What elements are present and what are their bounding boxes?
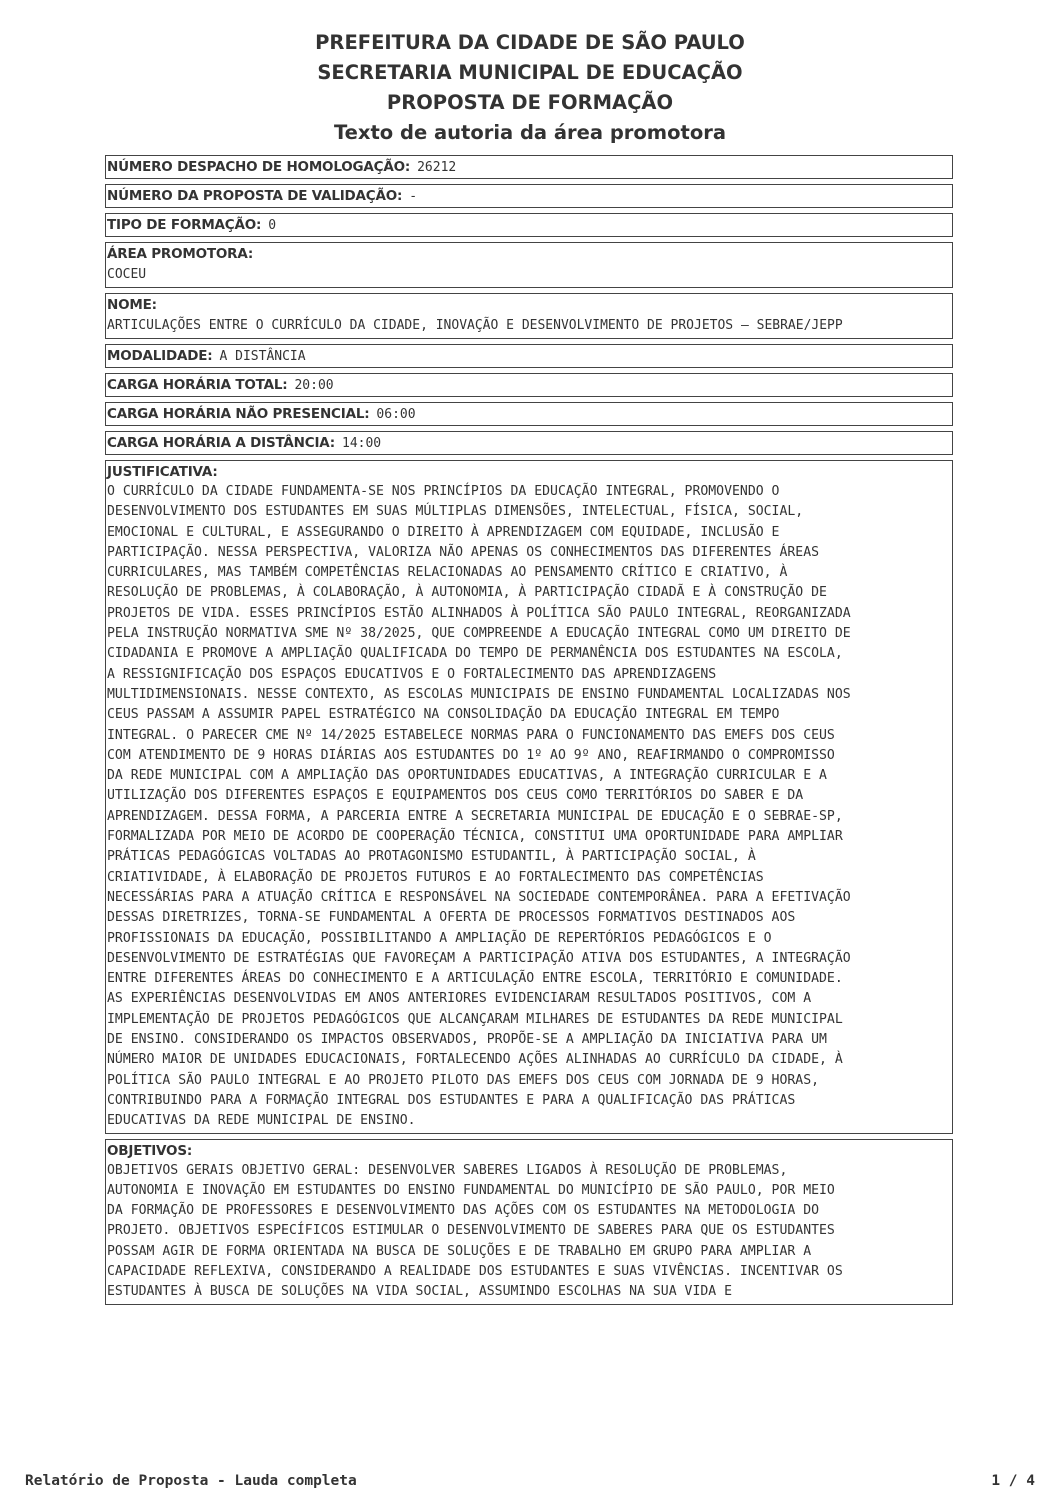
field-justificativa-text: O CURRÍCULO DA CIDADE FUNDAMENTA-SE NOS PRINCÍPIOS DA EDUCAÇÃO INTEGRAL, PROMOVENDO O DESENVOLVIMENTO DOS ESTUDANTES EM SUAS MÚLTIPLAS DIMENSÕES, INTELECTUAL, FÍSICA, SOCIAL, EMOCIONAL E CULTURAL, E ASSEGURANDO O DIREITO À APRENDIZAGEM COM EQUIDADE, INCLUSÃO E PARTICIPAÇÃO. NESSA PERSPECTIVA, VALORIZA NÃO APENAS OS CONHECIMENTOS DAS DIFERENTES ÁREAS CURRICULARES, MAS TAMBÉM COMPETÊNCIAS RELACIONADAS AO PENSAMENTO CRÍTICO E CRIATIVO, À RESOLUÇÃO DE PROBLEMAS, À COLABORAÇÃO, À AUTONOMIA, À PARTICIPAÇÃO CIDADÃ E À CONSTRUÇÃO DE PROJETOS DE VIDA. ESSES PRINCÍPIOS ESTÃO ALINHADOS À POLÍTICA SÃO PAULO INTEGRAL, REORGANIZADA PELA INSTRUÇÃO NORMATIVA SME Nº 38/2025, QUE COMPREENDE A EDUCAÇÃO INTEGRAL COMO UM DIREITO DE CIDADANIA E PROMOVE A AMPLIAÇÃO QUALIFICADA DO TEMPO DE PERMANÊNCIA DOS ESTUDANTES NA ESCOLA, A RESSIGNIFICAÇÃO DOS ESPAÇOS EDUCATIVOS E O FORTALECIMENTO DAS APRENDIZAGENS MULTIDIMENSIONAIS. NESSE CONTEXTO, AS ESCOLAS MUNICIPAIS DE ENSINO FUNDAMENTAL LOCALIZADAS NOS CEUS PASSAM A ASSUMIR PAPEL ESTRATÉGICO NA CONSOLIDAÇÃO DA EDUCAÇÃO INTEGRAL EM TEMPO INTEGRAL. O PARECER CME Nº 14/2025 ESTABELECE NORMAS PARA O FUNCIONAMENTO DAS EMEFS DOS CEUS COM ATENDIMENTO DE 9 HORAS DIÁRIAS AOS ESTUDANTES DO 1º AO 9º ANO, REAFIRMANDO O COMPROMISSO DA REDE MUNICIPAL COM A AMPLIAÇÃO DAS OPORTUNIDADES EDUCATIVAS, A INTEGRAÇÃO CURRICULAR E A UTILIZAÇÃO DOS DIFERENTES ESPAÇOS E EQUIPAMENTOS DOS CEUS COMO TERRITÓRIOS DO SABER E DA APRENDIZAGEM. DESSA FORMA, A PARCERIA ENTRE A SECRETARIA MUNICIPAL DE EDUCAÇÃO E O SEBRAE-SP, FORMALIZADA POR MEIO DE ACORDO DE COOPERAÇÃO TÉCNICA, CONSTITUI UMA OPORTUNIDADE PARA AMPLIAR PRÁTICAS PEDAGÓGICAS VOLTADAS AO PROTAGONISMO ESTUDANTIL, À PARTICIPAÇÃO SOCIAL, À CRIATIVIDADE, À ELABORAÇÃO DE PROJETOS FUTUROS E AO FORTALECIMENTO DAS COMPETÊNCIAS NECESSÁRIAS PARA A ATUAÇÃO CRÍTICA E RESPONSÁVEL NA SOCIEDADE CONTEMPORÂNEA. PARA A EFETIVAÇÃO DESSAS DIRETRIZES, TORNA-SE FUNDAMENTAL A OFERTA DE PROCESSOS FORMATIVOS DESTINADOS AOS PROFISSIONAIS DA EDUCAÇÃO, POSSIBILITANDO A AMPLIAÇÃO DE REPERTÓRIOS PEDAGÓGICOS E O DESENVOLVIMENTO DE ESTRATÉGIAS QUE FAVOREÇAM A PARTICIPAÇÃO ATIVA DOS ESTUDANTES, A INTEGRAÇÃO ENTRE DIFERENTES ÁREAS DO CONHECIMENTO E A ARTICULAÇÃO ENTRE ESCOLA, TERRITÓRIO E COMUNIDADE. AS EXPERIÊNCIAS DESENVOLVIDAS EM ANOS ANTERIORES EVIDENCIARAM RESULTADOS POSITIVOS, COM A IMPLEMENTAÇÃO DE PROJETOS PEDAGÓGICOS QUE ALCANÇARAM MILHARES DE ESTUDANTES DA REDE MUNICIPAL DE ENSINO. CONSIDERANDO OS IMPACTOS OBSERVADOS, PROPÕE-SE A AMPLIAÇÃO DA INICIATIVA PARA UM NÚMERO MAIOR DE UNIDADES EDUCACIONAIS, FORTALECENDO AÇÕES ALINHADAS AO CURRÍCULO DA CIDADE, À POLÍTICA SÃO PAULO INTEGRAL E AO PROJETO PILOTO DAS EMEFS DOS CEUS COM JORNADA DE 9 HORAS, CONTRIBUINDO PARA A FORMAÇÃO INTEGRAL DOS ESTUDANTES E PARA A QUALIFICAÇÃO DAS PRÁTICAS EDUCATIVAS DA REDE MUNICIPAL DE ENSINO. — [107, 484, 851, 1129]
field-area-promotora-label: ÁREA PROMOTORA: — [107, 246, 254, 262]
field-justificativa-label: JUSTIFICATIVA: — [107, 464, 218, 480]
field-carga-nao-presencial-label: CARGA HORÁRIA NÃO PRESENCIAL: — [107, 406, 370, 422]
field-proposta-validacao-label: NÚMERO DA PROPOSTA DE VALIDAÇÃO: — [107, 188, 403, 204]
field-objetivos — [105, 1139, 953, 1305]
field-area-promotora-value: COCEU — [107, 267, 147, 282]
field-despacho — [105, 155, 953, 179]
proposal-form — [105, 155, 953, 1310]
header-prefeitura: PREFEITURA DA CIDADE DE SÃO PAULO — [315, 31, 745, 54]
page-footer — [25, 1473, 1035, 1489]
field-tipo-formacao-value: 0 — [268, 217, 277, 233]
field-carga-total-label: CARGA HORÁRIA TOTAL: — [107, 377, 288, 393]
header-secretaria: SECRETARIA MUNICIPAL DE EDUCAÇÃO — [317, 61, 743, 84]
field-modalidade-value: A DISTÂNCIA — [219, 348, 306, 364]
field-carga-total — [105, 373, 953, 397]
field-carga-distancia-label: CARGA HORÁRIA A DISTÂNCIA: — [107, 435, 335, 451]
field-despacho-value: 26212 — [417, 159, 457, 175]
footer-report-title: Relatório de Proposta - Lauda completa — [25, 1473, 357, 1489]
footer-page-number: 1 / 4 — [991, 1473, 1035, 1489]
header-proposta: PROPOSTA DE FORMAÇÃO — [386, 91, 674, 114]
field-nome-value: ARTICULAÇÕES ENTRE O CURRÍCULO DA CIDADE, INOVAÇÃO E DESENVOLVIMENTO DE PROJETOS – SEBRAE/JEPP — [107, 318, 843, 333]
field-objetivos-label: OBJETIVOS: — [107, 1142, 193, 1159]
field-proposta-validacao — [105, 184, 953, 208]
field-justificativa — [105, 460, 953, 1134]
field-tipo-formacao-label: TIPO DE FORMAÇÃO: — [107, 217, 262, 233]
field-carga-distancia-value: 14:00 — [342, 435, 382, 451]
field-carga-total-value: 20:00 — [294, 377, 334, 393]
header-subtitle: Texto de autoria da área promotora — [333, 121, 727, 144]
field-carga-nao-presencial-value: 06:00 — [376, 406, 416, 422]
field-modalidade-label: MODALIDADE: — [107, 348, 213, 364]
field-nome — [105, 293, 953, 339]
field-objetivos-text: OBJETIVOS GERAIS OBJETIVO GERAL: DESENVOLVER SABERES LIGADOS À RESOLUÇÃO DE PROBLEMAS, AUTONOMIA E INOVAÇÃO EM ESTUDANTES DO ENSINO FUNDAMENTAL DO MUNICÍPIO DE SÃO PAULO, POR MEIO DA FORMAÇÃO DE PROFESSORES E DESENVOLVIMENTO DAS AÇÕES COM OS ESTUDANTES NA METODOLOGIA DO PROJETO. OBJETIVOS ESPECÍFICOS ESTIMULAR O DESENVOLVIMENTO DE SABERES PARA QUE OS ESTUDANTES POSSAM AGIR DE FORMA ORIENTADA NA BUSCA DE SOLUÇÕES E DE TRABALHO EM GRUPO PARA AMPLIAR A CAPACIDADE REFLEXIVA, CONSIDERANDO A REALIDADE DOS ESTUDANTES E SUAS VIVÊNCIAS. INCENTIVAR OS ESTUDANTES À BUSCA DE SOLUÇÕES NA VIDA SOCIAL, ASSUMINDO ESCOLHAS NA SUA VIDA E — [107, 1162, 843, 1300]
field-carga-nao-presencial — [105, 402, 953, 426]
field-area-promotora — [105, 242, 953, 288]
field-despacho-label: NÚMERO DESPACHO DE HOMOLOGAÇÃO: — [107, 159, 411, 175]
field-tipo-formacao — [105, 213, 953, 237]
field-modalidade — [105, 344, 953, 368]
field-nome-label: NOME: — [107, 297, 157, 313]
field-carga-distancia — [105, 431, 953, 455]
document-header — [0, 28, 1060, 148]
field-proposta-validacao-value: - — [409, 188, 418, 204]
